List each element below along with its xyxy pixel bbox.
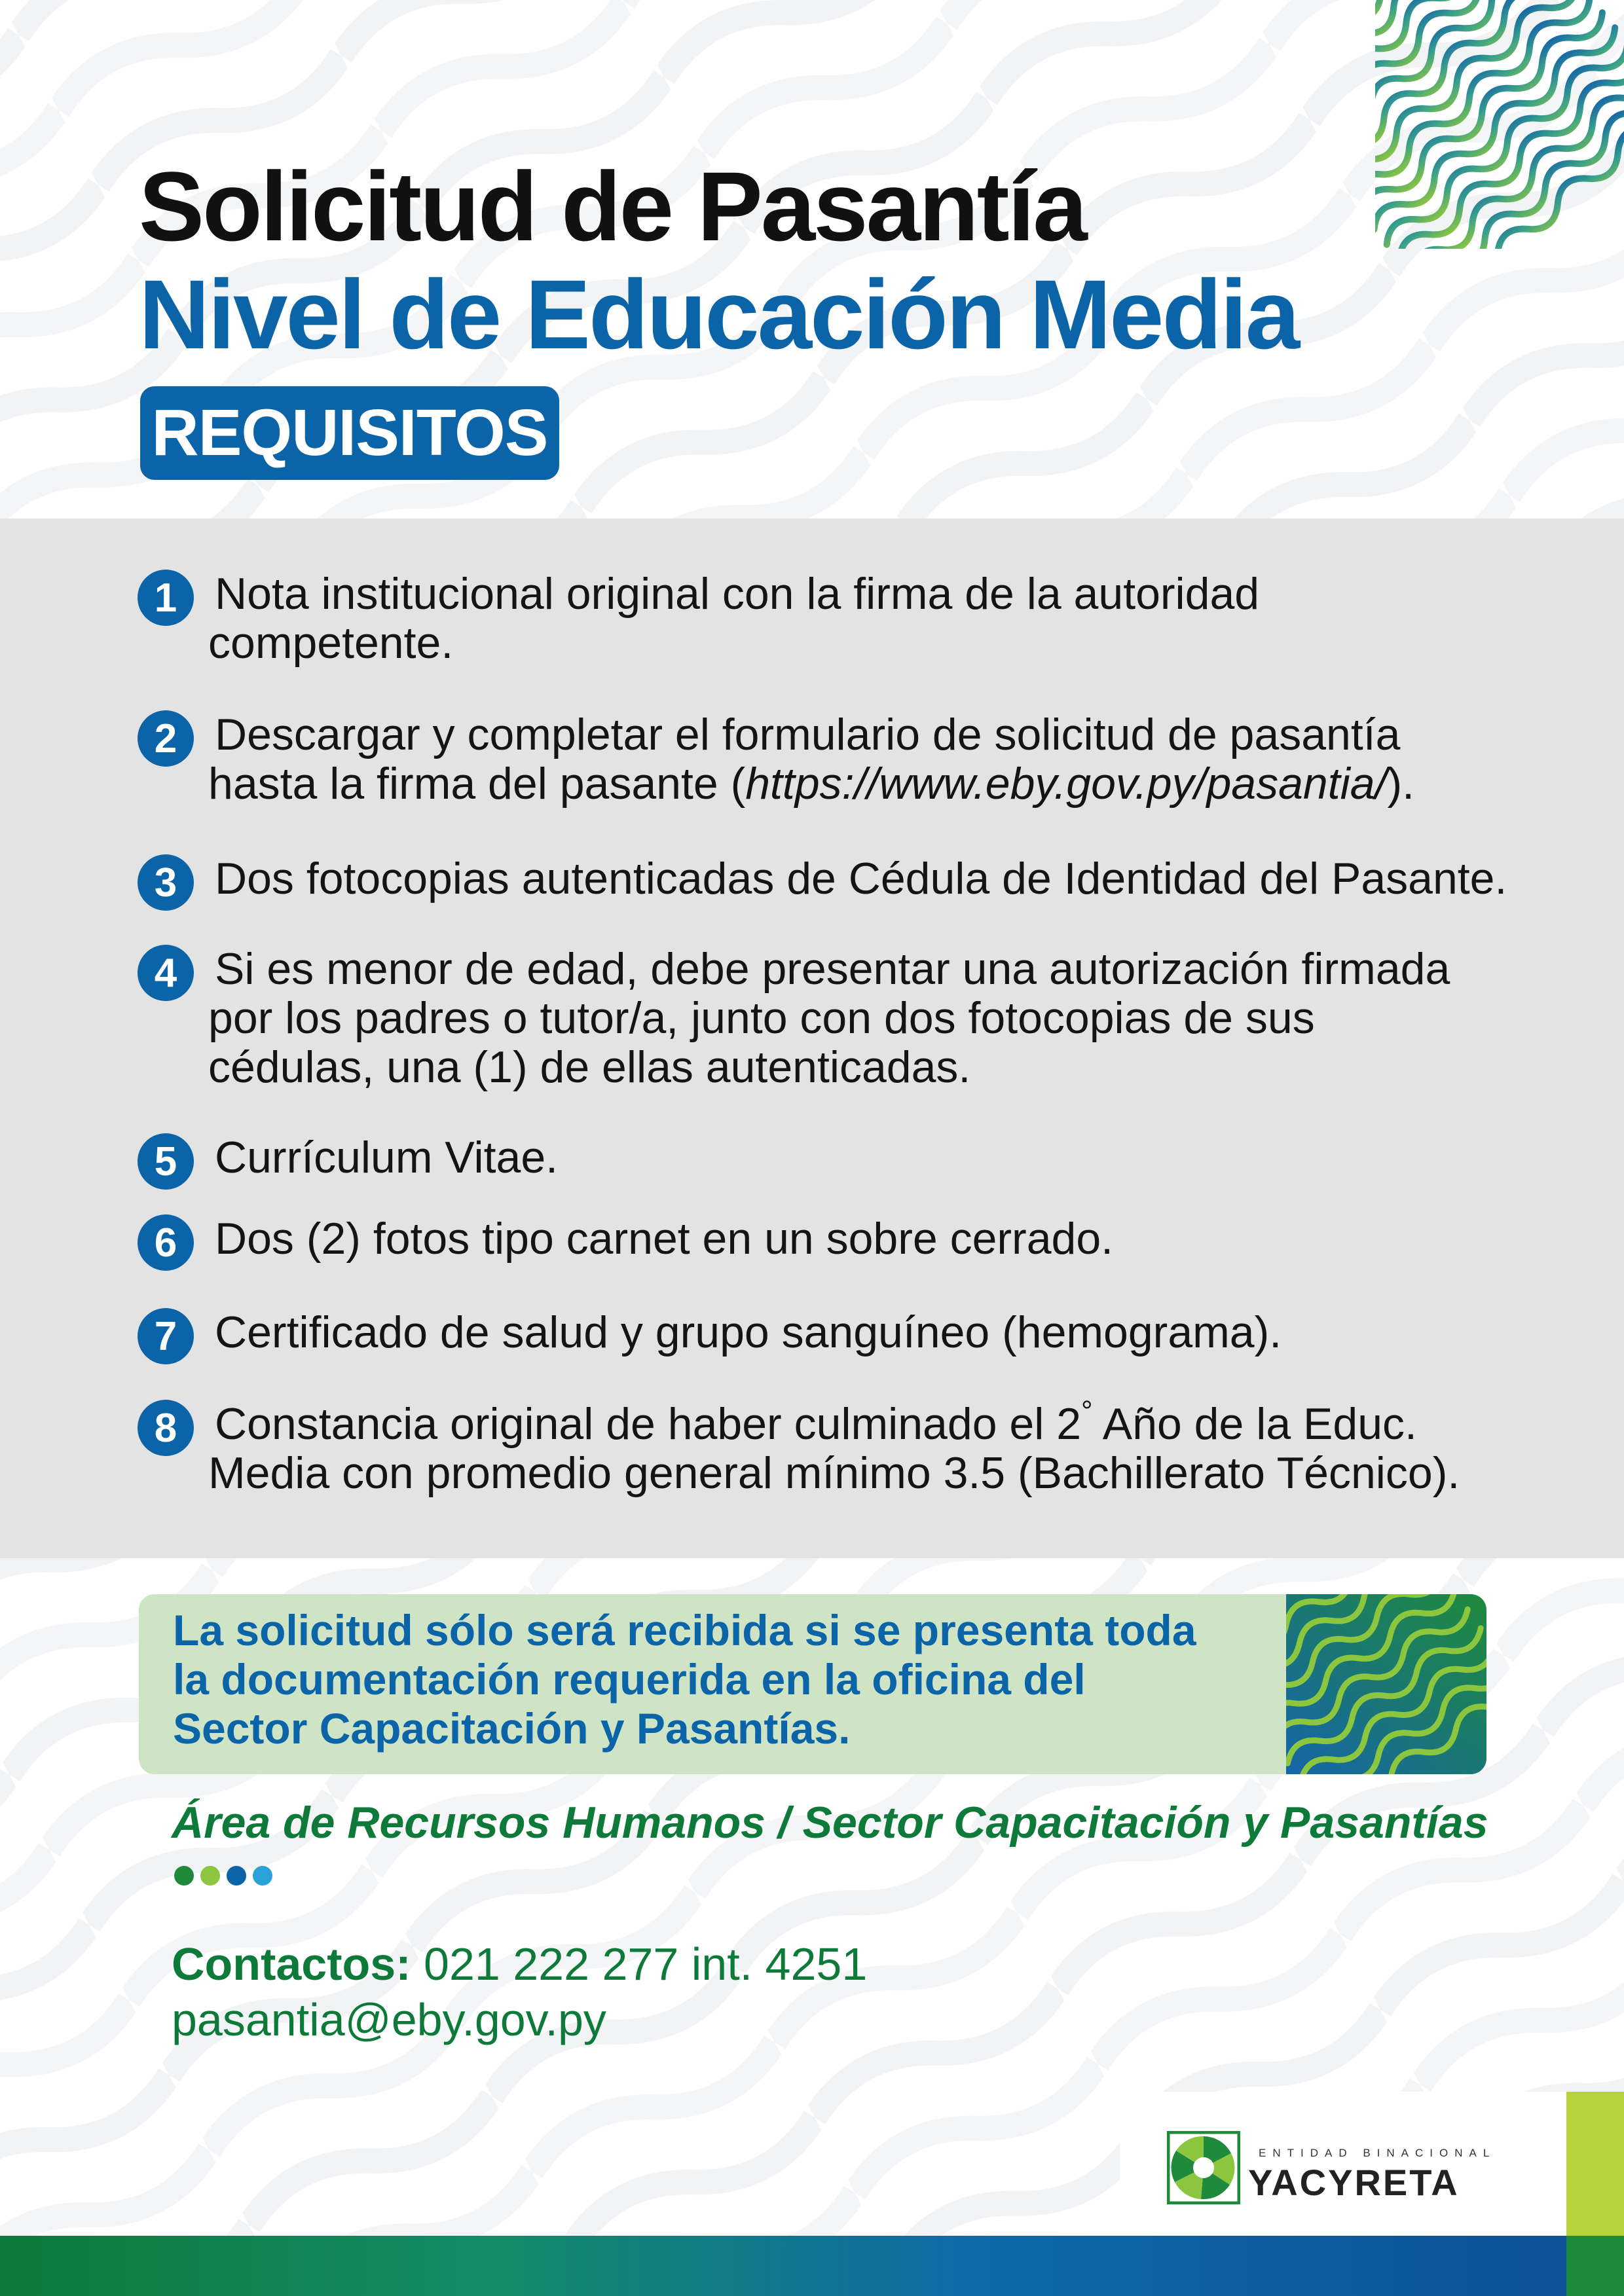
- requirement-4-line-2: por los padres o tutor/a, junto con dos fotocopias de sus: [208, 993, 1315, 1043]
- lime-accent-bar: [1566, 2092, 1624, 2236]
- bottom-gradient-bar: [0, 2236, 1624, 2296]
- requirements-badge: REQUISITOS: [140, 386, 559, 480]
- dot-cyan-icon: [253, 1866, 272, 1886]
- pasantia-url-link[interactable]: https://www.eby.gov.py/pasantia/: [745, 759, 1388, 809]
- requirement-2-line-2: [208, 759, 1624, 809]
- dot-blue-icon: [227, 1866, 246, 1886]
- notice-wave-pattern-icon: [1286, 1594, 1486, 1774]
- corner-wave-pattern-icon: [1375, 0, 1624, 249]
- number-2-icon: 2: [138, 710, 194, 767]
- requirement-item-4: [138, 945, 1624, 1092]
- yacyreta-logo-icon: [1167, 2131, 1240, 2204]
- page-subtitle: Nivel de Educación Media: [139, 259, 1299, 369]
- requirement-5-line-1: Currículum Vitae.: [215, 1133, 559, 1182]
- requirement-3-line-1: Dos fotocopias autenticadas de Cédula de Identidad del Pasante.: [215, 854, 1507, 903]
- requirement-item-8: [138, 1395, 1624, 1498]
- contact-phone-line: [172, 1938, 867, 1990]
- requirement-1-line-1: Nota institucional original con la firma de la autoridad: [215, 569, 1260, 619]
- requirement-item-2: [138, 710, 1624, 809]
- requirement-6-line-1: Dos (2) fotos tipo carnet en un sobre cerrado.: [215, 1214, 1114, 1264]
- requirement-2-prefix: hasta la firma del pasante (: [208, 759, 746, 809]
- logo-area: [1120, 2092, 1572, 2236]
- requirement-item-1: [138, 570, 1624, 668]
- requirement-2-suffix: ).: [1387, 759, 1414, 809]
- logo-subtitle: ENTIDAD BINACIONAL: [1259, 2147, 1496, 2159]
- number-1-icon: 1: [138, 570, 194, 626]
- notice-line-2: la documentación requerida en la oficina del: [173, 1655, 1086, 1704]
- number-3-icon: 3: [138, 854, 194, 911]
- requirement-4-line-3: cédulas, una (1) de ellas autenticadas.: [208, 1042, 971, 1092]
- dot-lime-icon: [200, 1866, 220, 1886]
- number-7-icon: 7: [138, 1308, 194, 1364]
- bottom-bar-corner: [1566, 2236, 1624, 2296]
- number-5-icon: 5: [138, 1133, 194, 1190]
- number-4-icon: 4: [138, 945, 194, 1001]
- number-8-icon: 8: [138, 1400, 194, 1456]
- page-title: Solicitud de Pasantía: [139, 151, 1086, 261]
- contacts-label: Contactos:: [172, 1939, 411, 1990]
- requirement-4-line-1: Si es menor de edad, debe presentar una autorización firmada: [215, 944, 1450, 994]
- requirement-8-prefix: Constancia original de haber culminado el 2: [215, 1399, 1082, 1449]
- notice-box: [139, 1594, 1486, 1774]
- notice-line-1: La solicitud sólo será recibida si se presenta toda: [173, 1606, 1196, 1654]
- requirement-item-5: [138, 1133, 1624, 1182]
- requirement-item-3: [138, 854, 1624, 903]
- logo-name: YACYRETA: [1248, 2162, 1460, 2203]
- contact-email[interactable]: pasantia@eby.gov.py: [172, 1994, 606, 2045]
- requirement-1-line-2: competente.: [208, 618, 454, 668]
- dot-green-icon: [174, 1866, 194, 1886]
- requirement-8-line-1: [215, 1395, 1624, 1449]
- decorative-dots: [174, 1866, 272, 1886]
- requirement-7-line-1: Certificado de salud y grupo sanguíneo (hemograma).: [215, 1307, 1282, 1357]
- contact-phone[interactable]: 021 222 277 int. 4251: [411, 1939, 868, 1990]
- number-6-icon: 6: [138, 1214, 194, 1271]
- notice-line-3: Sector Capacitación y Pasantías.: [173, 1704, 851, 1753]
- notice-text: [173, 1606, 1286, 1753]
- requirement-8-degree: °: [1081, 1395, 1093, 1427]
- requirement-item-7: [138, 1308, 1624, 1357]
- requirement-8-suffix: Año de la Educ.: [1092, 1399, 1417, 1449]
- requirement-item-6: [138, 1214, 1624, 1264]
- requirement-8-line-2: Media con promedio general mínimo 3.5 (Bachillerato Técnico).: [208, 1448, 1460, 1498]
- requirement-2-line-1: Descargar y completar el formulario de solicitud de pasantía: [215, 710, 1401, 759]
- department-line: Área de Recursos Humanos / Sector Capacitación y Pasantías: [172, 1798, 1488, 1848]
